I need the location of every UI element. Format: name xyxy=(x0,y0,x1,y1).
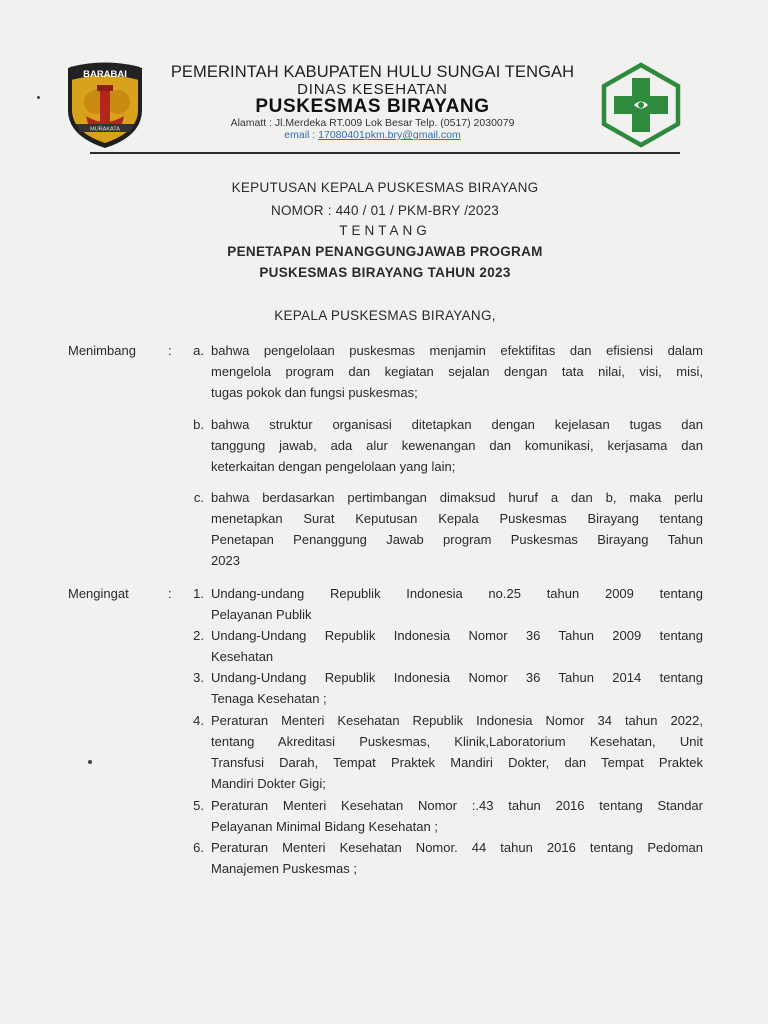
text-line: menetapkan Surat Keputusan Kepala Puskesmas Birayang tentang xyxy=(211,511,703,526)
email-link[interactable]: 17080401pkm.bry@gmail.com xyxy=(318,129,461,141)
mengingat-marker-5: 5. xyxy=(193,798,204,813)
mengingat-item-6 xyxy=(211,837,703,879)
menimbang-marker-c: c. xyxy=(193,490,204,505)
mengingat-marker-3: 3. xyxy=(193,670,204,685)
menimbang-item-b xyxy=(211,414,703,477)
text-line: Peraturan Menteri Kesehatan Nomor :.43 tahun 2016 tentang Standar xyxy=(211,798,703,813)
scan-speck xyxy=(37,96,40,99)
text-line: Pelayanan Minimal Bidang Kesehatan ; xyxy=(211,819,438,834)
text-line: Tenaga Kesehatan ; xyxy=(211,691,327,706)
decree-number: NOMOR : 440 / 01 / PKM-BRY /2023 xyxy=(271,203,499,218)
decree-subject-line1: PENETAPAN PENANGGUNGJAWAB PROGRAM xyxy=(227,244,543,259)
text-line: Kesehatan xyxy=(211,649,274,664)
mengingat-marker-6: 6. xyxy=(193,840,204,855)
institution-name: PUSKESMAS BIRAYANG xyxy=(255,96,490,117)
menimbang-marker-a: a. xyxy=(193,343,204,358)
puskesmas-logo xyxy=(598,62,684,148)
department-name: DINAS KESEHATAN xyxy=(297,81,448,98)
text-line: Manajemen Puskesmas ; xyxy=(211,861,357,876)
decree-subject-line2: PUSKESMAS BIRAYANG TAHUN 2023 xyxy=(259,265,511,280)
mengingat-colon: : xyxy=(168,586,172,601)
mengingat-item-4 xyxy=(211,710,703,794)
decree-authority: KEPALA PUSKESMAS BIRAYANG, xyxy=(274,308,496,323)
emblem-ribbon-text: MURAKATA xyxy=(90,126,120,133)
mengingat-marker-4: 4. xyxy=(193,713,204,728)
letterhead-divider xyxy=(90,152,680,154)
emblem-title-text: BARABAI xyxy=(83,69,127,80)
mengingat-item-2 xyxy=(211,625,703,667)
address-line: Alamatt : Jl.Merdeka RT.009 Lok Besar Telp. (0517) 2030079 xyxy=(230,117,515,129)
text-line: Transfusi Darah, Tempat Praktek Mandiri Dokter, dan Tempat Praktek xyxy=(211,755,703,770)
text-line: Mandiri Dokter Gigi; xyxy=(211,776,326,791)
menimbang-marker-b: b. xyxy=(193,417,204,432)
regency-emblem-logo xyxy=(60,58,150,150)
text-line: 2023 xyxy=(211,553,240,568)
text-line: tugas pokok dan fungsi puskesmas; xyxy=(211,385,418,400)
text-line: Pelayanan Publik xyxy=(211,607,312,622)
email-line xyxy=(150,129,595,141)
text-line: tentang Akreditasi Puskesmas, Klinik,Laboratorium Kesehatan, Unit xyxy=(211,734,703,749)
mengingat-item-1 xyxy=(211,583,703,625)
text-line: Penetapan Penanggung Jawab program Puskesmas Birayang Tahun xyxy=(211,532,703,547)
email-label: email : xyxy=(284,129,319,141)
menimbang-item-c xyxy=(211,487,703,571)
mengingat-marker-1: 1. xyxy=(193,586,204,601)
text-line: keterkaitan dengan pengelolaan yang lain; xyxy=(211,459,456,474)
mengingat-item-3 xyxy=(211,667,703,709)
menimbang-item-a xyxy=(211,340,703,403)
mengingat-label: Mengingat xyxy=(68,586,129,601)
text-line: mengelola program dan kegiatan sejalan dengan tata nilai, visi, misi, xyxy=(211,364,703,379)
decree-title: KEPUTUSAN KEPALA PUSKESMAS BIRAYANG xyxy=(231,180,539,195)
scan-speck xyxy=(88,760,92,764)
government-name: PEMERINTAH KABUPATEN HULU SUNGAI TENGAH xyxy=(170,63,575,81)
text-line: tanggung jawab, ada alur kewenangan dan komunikasi, kerjasama dan xyxy=(211,438,703,453)
mengingat-marker-2: 2. xyxy=(193,628,204,643)
text-line: Undang-Undang Republik Indonesia Nomor 36 Tahun 2014 tentang xyxy=(211,670,703,685)
text-line: Undang-Undang Republik Indonesia Nomor 36 Tahun 2009 tentang xyxy=(211,628,703,643)
text-line: Peraturan Menteri Kesehatan Nomor. 44 tahun 2016 tentang Pedoman xyxy=(211,840,703,855)
text-line: Peraturan Menteri Kesehatan Republik Indonesia Nomor 34 tahun 2022, xyxy=(211,713,703,728)
text-line: bahwa struktur organisasi ditetapkan dengan kejelasan tugas dan xyxy=(211,417,703,432)
decree-about-label: TENTANG xyxy=(339,223,431,238)
text-line: Undang-undang Republik Indonesia no.25 tahun 2009 tentang xyxy=(211,586,703,601)
menimbang-label: Menimbang xyxy=(68,343,136,358)
menimbang-colon: : xyxy=(168,343,172,358)
mengingat-item-5 xyxy=(211,795,703,837)
text-line: bahwa pengelolaan puskesmas menjamin efektifitas dan efisiensi dalam xyxy=(211,343,703,358)
text-line: bahwa berdasarkan pertimbangan dimaksud huruf a dan b, maka perlu xyxy=(211,490,703,505)
